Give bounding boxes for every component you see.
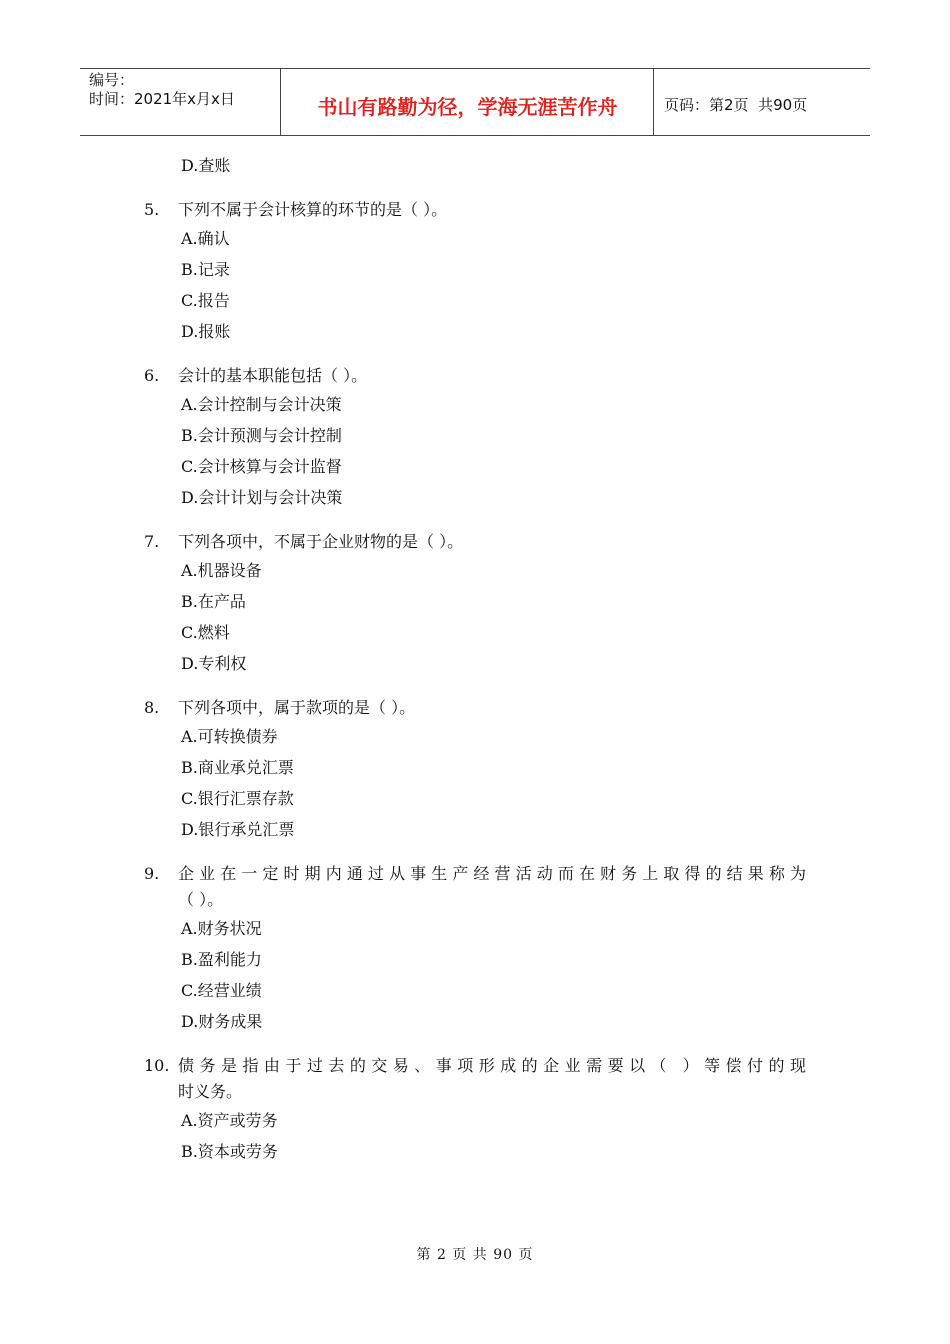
question-number: 8. [144,698,160,717]
option: B.资本或劳务 [181,1142,278,1161]
question-text: 下列不属于会计核算的环节的是（ ）。 [178,200,448,219]
page-header [80,68,870,136]
option: A.资产或劳务 [181,1111,278,1130]
option: A.机器设备 [181,561,262,580]
option: A.确认 [181,229,230,248]
option: C.会计核算与会计监督 [181,457,342,476]
option: D.会计计划与会计决策 [181,488,343,507]
question-text-continued: 时义务。 [178,1082,243,1101]
question-text: 债务是指由于过去的交易、事项形成的企业需要以（ ）等偿付的现 [178,1056,806,1075]
header-meta [80,69,281,135]
option: B.盈利能力 [181,950,262,969]
option: D.报账 [181,322,231,341]
option: C.银行汇票存款 [181,789,294,808]
question-number: 9. [144,864,160,883]
option: C.经营业绩 [181,981,262,1000]
question-number: 5. [144,200,160,219]
question-7 [0,529,950,679]
document-number-label: 编号： [89,71,135,89]
question-number: 7. [144,532,160,551]
question-10 [0,1053,950,1167]
page-footer: 第 2 页 共 90 页 [416,1247,534,1263]
question-6 [0,363,950,513]
question-text: 会计的基本职能包括（ ）。 [178,366,368,385]
option: B.商业承兑汇票 [181,758,294,777]
option: A.可转换债券 [181,727,278,746]
header-page-info: 页码：第2页 共90页 [664,95,808,114]
option: D.查账 [181,156,231,175]
option: C.燃料 [181,623,230,642]
option: D.财务成果 [181,1012,263,1031]
option: A.财务状况 [181,919,262,938]
header-motto: 书山有路勤为径，学海无涯苦作舟 [282,69,654,135]
option: B.会计预测与会计控制 [181,426,342,445]
question-8 [0,695,950,845]
question-text: 企业在一定时期内通过从事生产经营活动而在财务上取得的结果称为 [178,864,806,883]
question-9 [0,861,950,1037]
leading-option-block [0,150,950,181]
option: B.记录 [181,260,230,279]
question-list [0,150,950,1183]
document-time-label: 时间：2021年x月x日 [89,90,235,108]
option: A.会计控制与会计决策 [181,395,342,414]
question-5 [0,197,950,347]
question-number: 10. [144,1056,170,1075]
option: D.专利权 [181,654,247,673]
question-text-continued: （ ）。 [178,890,224,909]
question-text: 下列各项中，属于款项的是（ ）。 [178,698,416,717]
option: B.在产品 [181,592,246,611]
option: D.银行承兑汇票 [181,820,295,839]
question-number: 6. [144,366,160,385]
question-text: 下列各项中，不属于企业财物的是（ ）。 [178,532,464,551]
option: C.报告 [181,291,230,310]
